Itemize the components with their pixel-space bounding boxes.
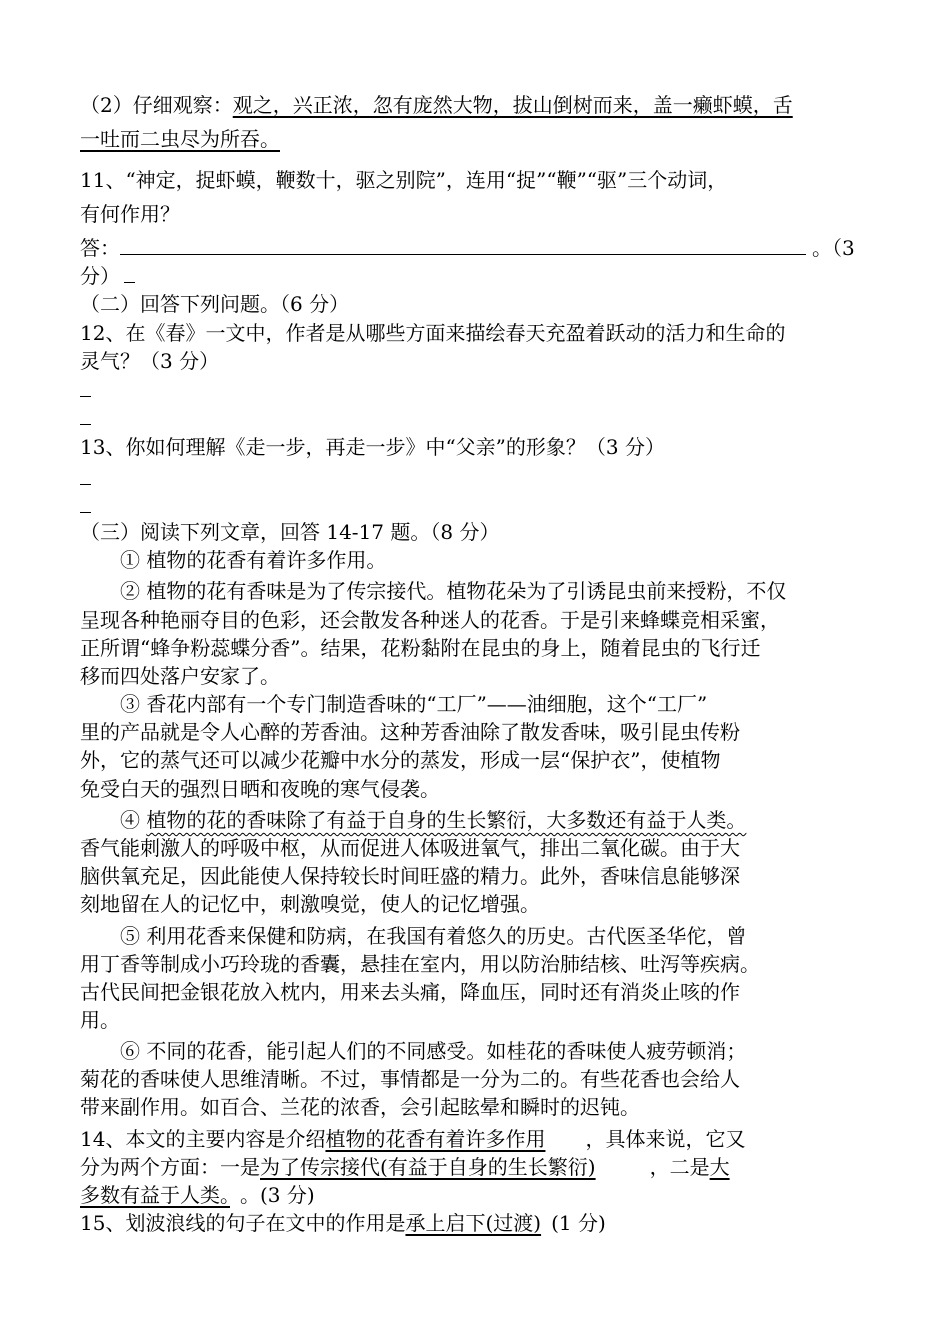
passage-p3-line2: 里的产品就是令人心醉的芳香油。这种芳香油除了散发香味，吸引昆虫传粉 (80, 720, 740, 744)
q15-points: (1 分) (551, 1211, 606, 1235)
passage-p6-line1: ⑥ 不同的花香，能引起人们的不同感受。如桂花的香味使人疲劳顿消； (120, 1039, 747, 1063)
passage-p3-line4: 免受白天的强烈日晒和夜晚的寒气侵袭。 (80, 777, 440, 801)
passage-p2-line1: ② 植物的花有香味是为了传宗接代。植物花朵为了引诱昆虫前来授粉，不仅 (120, 579, 787, 603)
passage-p4-line4: 刻地留在人的记忆中，刺激嗅觉，使人的记忆增强。 (80, 892, 540, 916)
q14-prompt-2: 分为两个方面：一是 (80, 1155, 260, 1179)
passage-p3-line1: ③ 香花内部有一个专门制造香味的“工厂”——油细胞，这个“工厂” (120, 692, 708, 716)
q15-answer[interactable]: 承上启下(过渡) (405, 1211, 542, 1235)
q14-answer-3-end[interactable]: 多数有益于人类。 (80, 1183, 230, 1207)
passage-p4-line2: 香气能刺激人的呼吸中枢，从而促进人体吸进氧气，排出二氧化碳。由于大 (80, 836, 740, 860)
q11-answer-line (80, 234, 855, 262)
passage-p5-line4: 用。 (80, 1008, 120, 1032)
q11-answer-blank[interactable] (120, 236, 806, 255)
q14-points: 。(3 分) (240, 1183, 315, 1207)
q11-answer-label: 答： (80, 236, 120, 260)
q12-line1: 12、在《春》一文中，作者是从哪些方面来描绘春天充盈着跃动的活力和生命的 (80, 321, 786, 345)
q11-points-line (80, 262, 135, 290)
passage-p2-line3: 正所谓“蜂争粉蕊蝶分香”。结果，花粉黏附在昆虫的身上，随着昆虫的飞行迁 (80, 636, 761, 660)
q14-prompt-mid: ，具体来说，它又 (585, 1127, 746, 1151)
q14-prompt-3: ，二是 (649, 1155, 710, 1179)
q14-line2 (80, 1153, 730, 1181)
q10-quote-part2: 一吐而二虫尽为所吞。 (80, 127, 280, 151)
q14-answer-3-start[interactable]: 大 (709, 1155, 730, 1179)
q14-line3 (80, 1181, 315, 1209)
section3-title: （三）阅读下列文章，回答 14-17 题。（8 分） (80, 520, 500, 544)
passage-p3-line3: 外，它的蒸气还可以减少花瓣中水分的蒸发，形成一层“保护衣”，使植物 (80, 748, 721, 772)
q14-line1 (80, 1125, 745, 1153)
passage-p5-line3: 古代民间把金银花放入枕内，用来去头痛，降血压，同时还有消炎止咳的作 (80, 980, 740, 1004)
passage-p5-line1: ⑤ 利用花香来保健和防病，在我国有着悠久的历史。古代医圣华佗，曾 (120, 924, 747, 948)
q14-answer-1[interactable]: 植物的花香有着许多作用 (325, 1127, 546, 1151)
q14-prompt: 14、本文的主要内容是介绍 (80, 1127, 326, 1151)
section2-title: （二）回答下列问题。（6 分） (80, 292, 350, 316)
passage-p4-wavy-sentence: 植物的花的香味除了有益于自身的生长繁衍，大多数还有益于人类。 (146, 808, 747, 832)
q12-line2: 灵气？（3 分） (80, 349, 220, 373)
q13-line1: 13、你如何理解《走一步，再走一步》中“父亲”的形象？（3 分） (80, 435, 665, 459)
q11-question-line2: 有何作用？ (80, 202, 180, 226)
passage-p4-line1 (120, 806, 746, 834)
passage-p1: ① 植物的花香有着许多作用。 (120, 548, 387, 572)
q12-answer-blank-2[interactable] (80, 424, 91, 425)
q11-points: 分） (80, 264, 120, 288)
q10-line1 (80, 91, 793, 119)
q11-question-line1: 11、“神定，捉虾蟆，鞭数十，驱之别院”，连用“捉”“鞭”“驱”三个动词， (80, 168, 728, 192)
passage-p2-line2: 呈现各种艳丽夺目的色彩，还会散发各种迷人的花香。于是引来蜂蝶竞相采蜜， (80, 608, 780, 632)
q10-label: （2）仔细观察： (80, 93, 233, 117)
q10-line2 (80, 125, 280, 153)
q14-answer-2[interactable]: 为了传宗接代(有益于自身的生长繁衍) (260, 1155, 596, 1179)
passage-p6-line3: 带来副作用。如百合、兰花的浓香，会引起眩晕和瞬时的迟钝。 (80, 1095, 640, 1119)
q11-short-blank[interactable] (124, 264, 135, 283)
passage-p4-line3: 脑供氧充足，因此能使人保持较长时间旺盛的精力。此外，香味信息能够深 (80, 864, 740, 888)
passage-p5-line2: 用丁香等制成小巧玲珑的香囊，悬挂在室内，用以防治肺结核、吐泻等疾病。 (80, 952, 760, 976)
q12-answer-blank-1[interactable] (80, 396, 91, 397)
passage-p2-line4: 移而四处落户安家了。 (80, 664, 280, 688)
q10-quote-part1: 观之，兴正浓，忽有庞然大物，拔山倒树而来，盖一癞虾蟆，舌 (232, 93, 793, 117)
passage-p6-line2: 菊花的香味使人思维清晰。不过，事情都是一分为二的。有些花香也会给人 (80, 1067, 740, 1091)
q15-line1 (80, 1209, 606, 1237)
q15-prompt: 15、划波浪线的句子在文中的作用是 (80, 1211, 406, 1235)
q13-answer-blank-2[interactable] (80, 512, 91, 513)
q13-answer-blank-1[interactable] (80, 484, 91, 485)
passage-p4-number: ④ (120, 808, 147, 832)
q11-points-tail: 。（3 (812, 236, 855, 260)
